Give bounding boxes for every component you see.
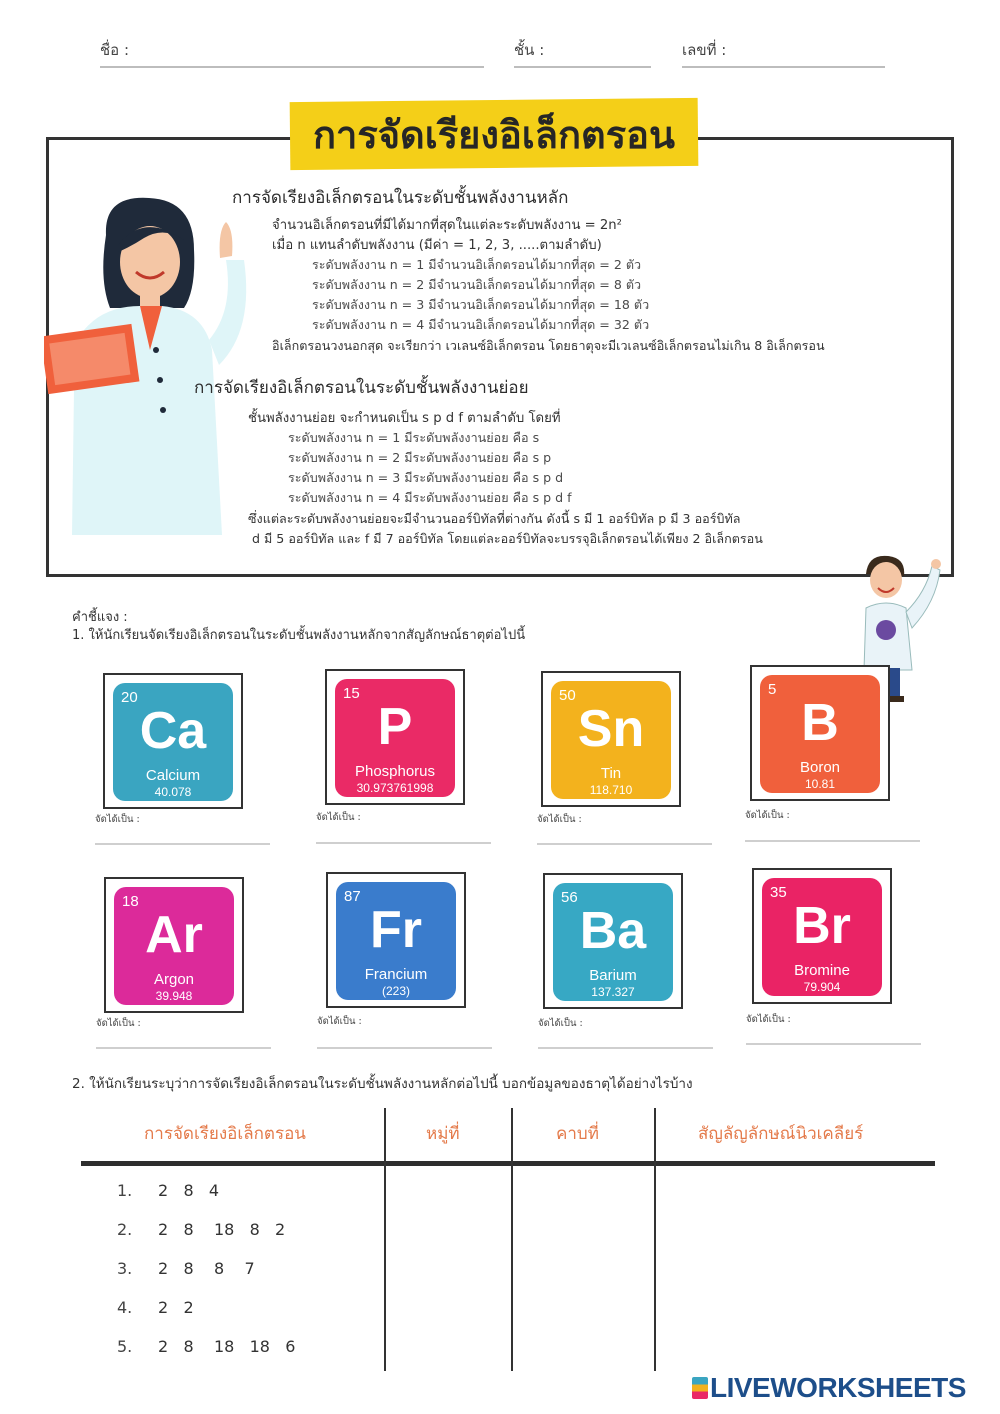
section2-line3: d มี 5 ออร์บิทัล และ f มี 7 ออร์บิทัล โดยแต่ละออร์บิทัลจะบรรจุอิเล็กตรอนได้เพียง 2 อิเล็กตรอน	[252, 531, 763, 546]
table-header-group: หมู่ที่	[426, 1124, 460, 1144]
answer-field-bromine[interactable]	[746, 1043, 921, 1045]
section1-level: ระดับพลังงาน n = 2 มีจำนวนอิเล็กตรอนได้มากที่สุด = 8 ตัว	[312, 277, 642, 292]
atomic-weight: 40.078	[154, 785, 192, 799]
element-tile	[336, 882, 456, 1000]
section2-level: ระดับพลังงาน n = 2 มีระดับพลังงานย่อย คือ s p	[288, 450, 552, 465]
answer-field-boron[interactable]	[745, 840, 920, 842]
element-card-bromine	[752, 868, 892, 1004]
question-2: 2. ให้นักเรียนระบุว่าการจัดเรียงอิเล็กตรอนในระดับชั้นพลังงานหลักต่อไปนี้ บอกข้อมูลของธาตุได้อย่างไรบ้าง	[72, 1076, 693, 1092]
element-symbol: P	[377, 698, 413, 756]
name-label: ชื่อ :	[100, 41, 130, 59]
section2-heading: การจัดเรียงอิเล็กตรอนในระดับชั้นพลังงานย่อย	[194, 378, 529, 398]
section2-line1: ชั้นพลังงานย่อย จะกำหนดเป็น s p d f ตามลำดับ โดยที่	[248, 411, 561, 426]
answer-field-calcium[interactable]	[95, 843, 270, 845]
table-row-number: 2.	[117, 1220, 133, 1239]
element-name: Phosphorus	[354, 763, 436, 780]
element-symbol: Ca	[139, 702, 207, 760]
answer-field-argon[interactable]	[96, 1047, 271, 1049]
answer-field-tin[interactable]	[537, 843, 712, 845]
section1-heading: การจัดเรียงอิเล็กตรอนในระดับชั้นพลังงานหลัก	[232, 188, 569, 208]
element-card-barium	[543, 873, 683, 1009]
section2-level: ระดับพลังงาน n = 1 มีระดับพลังงานย่อย คือ s	[288, 430, 540, 445]
section1-level: ระดับพลังงาน n = 3 มีจำนวนอิเล็กตรอนได้มากที่สุด = 18 ตัว	[312, 297, 650, 312]
element-symbol: B	[801, 694, 839, 752]
atomic-number: 18	[122, 893, 139, 910]
table-row-number: 4.	[117, 1298, 133, 1317]
answer-label: จัดได้เป็น :	[316, 812, 361, 823]
atomic-weight: (223)	[381, 984, 410, 998]
section2-line2: ซึ่งแต่ละระดับพลังงานย่อยจะมีจำนวนออร์บิทัลที่ต่างกัน ดังนี้ s มี 1 ออร์บิทัล p มี 3 ออร์บิทัล	[248, 511, 741, 526]
answer-label: จัดได้เป็น :	[537, 814, 582, 825]
atomic-number: 35	[770, 884, 787, 901]
element-symbol: Fr	[370, 901, 422, 959]
atomic-number: 87	[344, 888, 361, 905]
element-name: Francium	[364, 966, 428, 983]
element-name: Calcium	[145, 767, 201, 784]
atomic-weight: 79.904	[803, 980, 841, 994]
table-divider	[654, 1108, 656, 1371]
answer-field-francium[interactable]	[317, 1047, 492, 1049]
answer-label: จัดได้เป็น :	[538, 1018, 583, 1029]
answer-label: จัดได้เป็น :	[317, 1016, 362, 1027]
table-divider	[384, 1108, 386, 1371]
number-field[interactable]	[682, 66, 885, 68]
element-symbol: Ba	[579, 902, 647, 960]
class-field[interactable]	[514, 66, 651, 68]
question-1: 1. ให้นักเรียนจัดเรียงอิเล็กตรอนในระดับชั้นพลังงานหลักจากสัญลักษณ์ธาตุต่อไปนี้	[72, 628, 526, 643]
teacher-illustration-icon	[44, 190, 264, 535]
element-tile	[114, 887, 234, 1005]
element-tile	[553, 883, 673, 1001]
element-symbol: Sn	[577, 700, 645, 758]
element-card-tin	[541, 671, 681, 807]
section1-line2: เมื่อ n แทนลำดับพลังงาน (มีค่า = 1, 2, 3, .....ตามลำดับ)	[272, 238, 602, 253]
section2-level: ระดับพลังงาน n = 4 มีระดับพลังงานย่อย คือ s p d f	[288, 490, 572, 505]
section2-level: ระดับพลังงาน n = 3 มีระดับพลังงานย่อย คือ s p d	[288, 470, 564, 485]
table-row-config: 2 8 8 7	[158, 1259, 255, 1278]
element-name: Tin	[600, 765, 622, 782]
answer-field-barium[interactable]	[538, 1047, 713, 1049]
atomic-weight: 39.948	[155, 989, 193, 1003]
page-title: การจัดเรียงอิเล็กตรอน	[313, 113, 675, 157]
table-row-config: 2 2	[158, 1298, 194, 1317]
instructions-label: คำชี้แจง :	[72, 610, 128, 625]
atomic-number: 20	[121, 689, 138, 706]
atomic-weight: 30.973761998	[356, 781, 434, 795]
table-row-config: 2 8 4	[158, 1181, 220, 1200]
table-header-config: การจัดเรียงอิเล็กตรอน	[144, 1124, 306, 1144]
element-name: Bromine	[794, 962, 850, 979]
element-tile	[113, 683, 233, 801]
element-symbol: Ar	[145, 906, 203, 964]
element-tile	[335, 679, 455, 797]
table-row-config: 2 8 18 18 6	[158, 1337, 296, 1356]
element-tile	[551, 681, 671, 799]
element-tile	[762, 878, 882, 996]
section1-line3: อิเล็กตรอนวงนอกสุด จะเรียกว่า เวเลนซ์อิเล็กตรอน โดยธาตุจะมีเวเลนซ์อิเล็กตรอนไม่เกิน 8 อิเล็กตรอน	[272, 338, 825, 353]
element-name: Boron	[799, 759, 841, 776]
answer-label: จัดได้เป็น :	[96, 1018, 141, 1029]
atomic-number: 15	[343, 685, 360, 702]
number-label: เลขที่ :	[682, 41, 727, 59]
atomic-weight: 10.81	[804, 777, 836, 791]
table-header-period: คาบที่	[556, 1124, 599, 1144]
logo-text: LIVEWORKSHEETS	[710, 1372, 966, 1403]
atomic-weight: 137.327	[591, 985, 635, 999]
table-divider	[511, 1108, 513, 1371]
table-header-rule	[81, 1161, 935, 1166]
answer-label: จัดได้เป็น :	[746, 1014, 791, 1025]
element-name: Argon	[153, 971, 195, 988]
table-row-config: 2 8 18 8 2	[158, 1220, 286, 1239]
logo-mark-icon	[692, 1377, 708, 1399]
answer-label: จัดได้เป็น :	[745, 810, 790, 821]
class-label: ชั้น :	[514, 41, 545, 59]
table-row-number: 1.	[117, 1181, 133, 1200]
answer-field-phosphorus[interactable]	[316, 842, 491, 844]
element-card-francium	[326, 872, 466, 1008]
answer-label: จัดได้เป็น :	[95, 814, 140, 825]
element-card-argon	[104, 877, 244, 1013]
atomic-number: 50	[559, 687, 576, 704]
element-name: Barium	[589, 967, 637, 984]
element-card-calcium	[103, 673, 243, 809]
table-row-number: 5.	[117, 1337, 133, 1356]
name-field[interactable]	[100, 66, 484, 68]
element-card-boron	[750, 665, 890, 801]
atomic-number: 5	[768, 681, 777, 698]
element-tile	[760, 675, 880, 793]
section1-line1: จำนวนอิเล็กตรอนที่มีได้มากที่สุดในแต่ละระดับพลังงาน = 2n²	[272, 218, 622, 233]
atomic-number: 56	[561, 889, 578, 906]
element-card-phosphorus	[325, 669, 465, 805]
section1-level: ระดับพลังงาน n = 4 มีจำนวนอิเล็กตรอนได้มากที่สุด = 32 ตัว	[312, 317, 650, 332]
section1-level: ระดับพลังงาน n = 1 มีจำนวนอิเล็กตรอนได้มากที่สุด = 2 ตัว	[312, 257, 642, 272]
element-symbol: Br	[793, 897, 851, 955]
table-row-number: 3.	[117, 1259, 133, 1278]
liveworksheets-logo	[692, 1372, 966, 1404]
table-header-nuclear-symbol: สัญลัญลักษณ์นิวเคลียร์	[698, 1124, 864, 1144]
atomic-weight: 118.710	[589, 783, 633, 797]
